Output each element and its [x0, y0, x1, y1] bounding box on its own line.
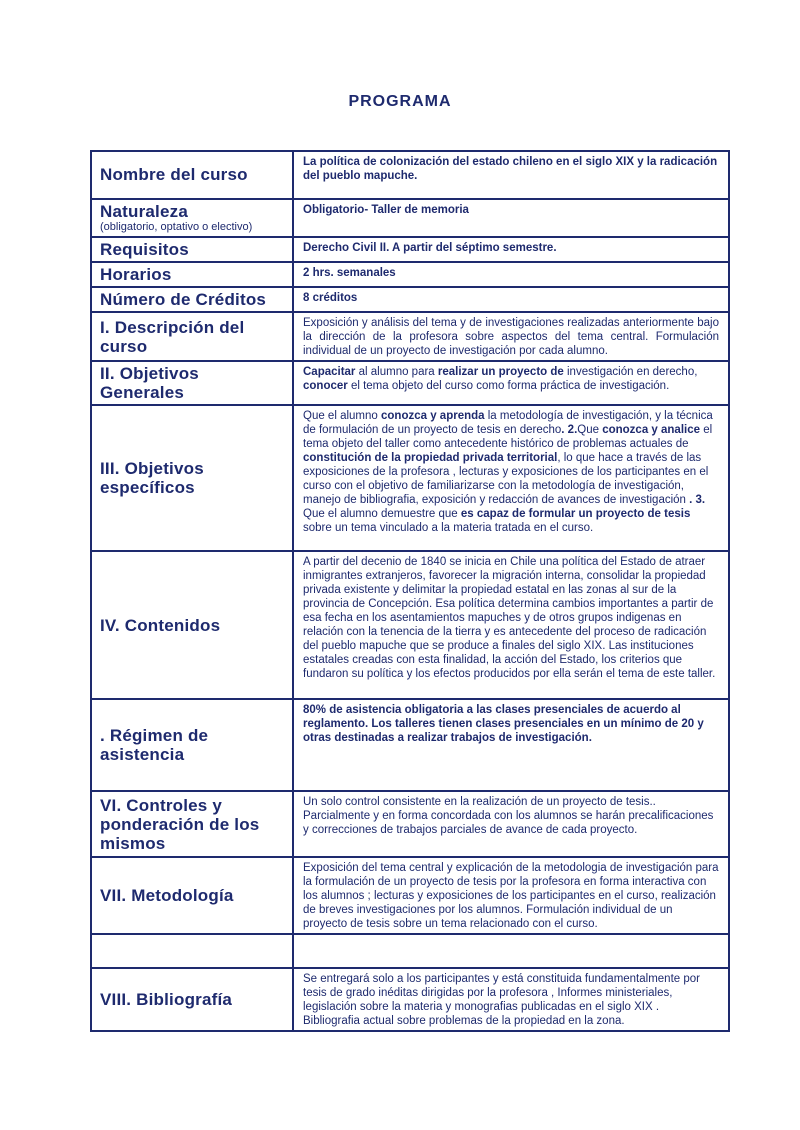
row-value-cell-metodologia — [293, 857, 729, 934]
row-label-cell-controles-y-ponderacion — [91, 791, 293, 857]
table-row-descripcion-del-curso — [91, 312, 729, 361]
row-label-cell-metodologia — [91, 857, 293, 934]
page-title: PROGRAMA — [348, 93, 452, 110]
table-row-numero-de-creditos — [91, 287, 729, 312]
row-label-cell-regimen-de-asistencia — [91, 699, 293, 791]
program-table-body — [91, 151, 729, 1031]
row-label-cell-descripcion-del-curso — [91, 312, 293, 361]
value-segment: Que — [577, 424, 603, 437]
table-row-requisitos — [91, 237, 729, 262]
table-row-bibliografia — [91, 968, 729, 1031]
value-segment: La política de colonización del estado chileno en el siglo XIX y la radicación del pueblo mapuche. — [303, 156, 718, 182]
row-label: I. Descripción del curso — [100, 317, 245, 356]
row-label: VIII. Bibliografía — [100, 990, 233, 1010]
row-label-cell-numero-de-creditos — [91, 287, 293, 312]
value-segment: 8 créditos — [303, 292, 358, 305]
table-row-nombre-del-curso — [91, 151, 729, 199]
row-value-cell-objetivos-especificos — [293, 405, 729, 551]
row-label: III. Objetivos específicos — [100, 459, 204, 498]
row-value-cell-regimen-de-asistencia — [293, 699, 729, 791]
row-label-cell-objetivos-especificos — [91, 405, 293, 551]
row-label-cell-objetivos-generales — [91, 361, 293, 405]
value-segment: conozca y aprenda — [381, 410, 485, 423]
table-row-metodologia — [91, 857, 729, 934]
row-value-cell-numero-de-creditos — [293, 287, 729, 312]
value-segment: el tema objeto del curso como forma práctica de investigación. — [347, 380, 670, 393]
value-segment: Exposición y análisis del tema y de investigaciones realizadas anteriormente bajo la dirección de la profesora sobre aspectos del tema central. Formulación individual de un proyecto de investigación por cada alumno. — [303, 317, 719, 358]
row-value-cell-descripcion-del-curso — [293, 312, 729, 361]
table-row-fila-vacia — [91, 934, 729, 968]
row-label-cell-contenidos — [91, 551, 293, 699]
row-label-cell-naturaleza — [91, 199, 293, 237]
row-label-cell-bibliografia — [91, 968, 293, 1031]
row-label: IV. Contenidos — [100, 615, 221, 635]
row-label: Requisitos — [100, 240, 189, 260]
row-value-cell-fila-vacia — [293, 934, 729, 968]
value-segment: el tema objeto del taller como antecedente histórico de problemas actuales de — [303, 424, 713, 451]
row-label-cell-requisitos — [91, 237, 293, 262]
row-value-cell-nombre-del-curso — [293, 151, 729, 199]
value-segment: A partir del decenio de 1840 se inicia en Chile una política del Estado de atraer inmigrantes extranjeros, favorecer la migración interna, consolidar la propiedad privada existente y delimitar la propiedad estatal en las zonas al sur de la provincia de Concepción. Esa política determina cambios importantes a partir de esa fecha en los asentamientos mapuches y de otros grupos indigenas en relación con la tenencia de la tierra y es antecedente del proceso de radicación del pueblo mapuche que se produce a finales del siglo XIX. Las instituciones estatales creadas con esta finalidad, la acción del Estado, los criterios que fundaron su política y los efectos producidos por ella serán el tema de este taller. — [303, 556, 716, 681]
row-value-cell-naturaleza — [293, 199, 729, 237]
value-segment: conozca y analice — [602, 424, 700, 437]
value-segment: Se entregará solo a los participantes y está constituida fundamentalmente por tesis de grado inéditas dirigidas por la profesora , Informes ministeriales, legislación sobre la materia y monografias publicadas en el siglo XIX . Bibliografia actual sobre problemas de la propiedad en la zona. — [303, 973, 700, 1028]
table-row-contenidos — [91, 551, 729, 699]
row-label: . Régimen de asistencia — [100, 726, 209, 765]
value-segment: constitución de la propiedad privada territorial — [303, 452, 558, 465]
row-label: Horarios — [100, 265, 172, 285]
table-row-horarios — [91, 262, 729, 287]
row-value-cell-horarios — [293, 262, 729, 287]
value-segment: Un solo control consistente en la realización de un proyecto de tesis.. Parcialmente y en forma concordada con los alumnos se harán precalificaciones y correcciones de trabajos parciales de avance de cada proyecto. — [303, 796, 714, 837]
row-label: Número de Créditos — [100, 290, 267, 310]
table-row-regimen-de-asistencia — [91, 699, 729, 791]
row-value-cell-requisitos — [293, 237, 729, 262]
table-row-naturaleza — [91, 199, 729, 237]
value-segment: Que el alumno demuestre que — [303, 508, 461, 521]
value-segment: Exposición del tema central y explicación de la metodologia de investigación para la formulación de un proyecto de tesis por la profesora en forma interactiva con los alumnos ; lecturas y exposiciones de los participantes en el curso, realización de breves investigaciones por los alumnos. Formulación individual de un proyecto de tesis sobre un tema relacionado con el curso. — [303, 862, 719, 931]
value-segment: 80% de asistencia obligatoria a las clases presenciales de acuerdo al reglamento. Los talleres tienen clases presenciales en un mínimo de 20 y otras destinadas a realizar trabajos de investigación. — [303, 704, 704, 745]
value-segment: la metodología de investigación, y la técnica de formulación de un proyecto de tesis en derecho — [303, 410, 713, 437]
row-label: VII. Metodología — [100, 886, 234, 906]
value-segment: Derecho Civil II. A partir del séptimo semestre. — [303, 242, 557, 255]
row-label-cell-fila-vacia — [91, 934, 293, 968]
program-table — [90, 150, 730, 1032]
table-row-controles-y-ponderacion — [91, 791, 729, 857]
value-segment: es capaz de formular un proyecto de tesis — [460, 508, 691, 521]
table-row-objetivos-especificos — [91, 405, 729, 551]
value-segment: conocer — [303, 380, 348, 393]
row-label: II. Objetivos Generales — [100, 364, 199, 403]
value-segment: . 2. — [561, 424, 578, 437]
value-segment: investigación en derecho, — [567, 366, 698, 379]
value-segment: Que el alumno — [303, 410, 381, 423]
row-sublabel: (obligatorio, optativo o electivo) — [100, 221, 253, 234]
row-value-cell-objetivos-generales — [293, 361, 729, 405]
value-segment: . 3. — [689, 494, 706, 507]
row-value-cell-bibliografia — [293, 968, 729, 1031]
row-label-cell-horarios — [91, 262, 293, 287]
value-segment: Capacitar — [303, 366, 356, 379]
value-segment: , lo que hace a través de las exposiciones de la profesora , lecturas y exposiciones de los participantes en el curso con el objetivo de familiarizarse con la metodología de investigación, manejo de bibliografia, exposición y redacción de avances de investigación — [303, 452, 709, 507]
value-segment: Obligatorio- Taller de memoria — [303, 204, 469, 216]
row-label: Nombre del curso — [100, 165, 248, 185]
table-row-objetivos-generales — [91, 361, 729, 405]
value-segment: sobre un tema vinculado a la materia tratada en el curso. — [303, 522, 594, 535]
row-label: Naturaleza — [100, 202, 188, 221]
row-label: VI. Controles y ponderación de los mismos — [100, 795, 260, 853]
value-segment: al alumno para — [355, 366, 438, 379]
row-label-cell-nombre-del-curso — [91, 151, 293, 199]
row-value-cell-contenidos — [293, 551, 729, 699]
row-value-cell-controles-y-ponderacion — [293, 791, 729, 857]
value-segment: realizar un proyecto de — [437, 366, 567, 379]
value-segment: 2 hrs. semanales — [303, 267, 396, 280]
